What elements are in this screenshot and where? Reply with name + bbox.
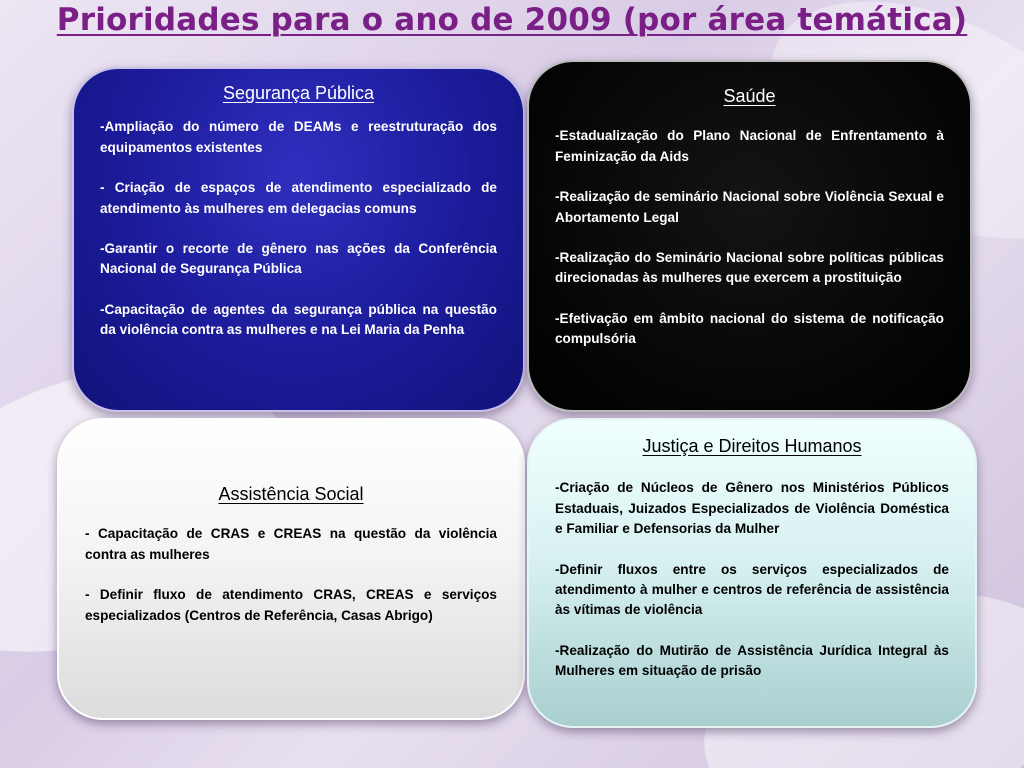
list-item: - Definir fluxo de atendimento CRAS, CREAS e serviços especializados (Centros de Referência, Casas Abrigo) <box>85 587 497 623</box>
panel-heading: Saúde <box>723 86 776 106</box>
list-item: -Garantir o recorte de gênero nas ações da Conferência Nacional de Segurança Pública <box>100 241 497 277</box>
panel-saude <box>527 60 972 412</box>
list-item: -Realização do Seminário Nacional sobre políticas públicas direcionadas às mulheres que exercem a prostituição <box>555 250 944 286</box>
slide-title: Prioridades para o ano de 2009 (por área temática) <box>56 2 968 38</box>
list-item: -Realização de seminário Nacional sobre Violência Sexual e Abortamento Legal <box>555 189 944 225</box>
list-item: -Criação de Núcleos de Gênero nos Ministérios Públicos Estaduais, Juizados Especializados de Violência Doméstica e Familiar e Defensorias da Mulher <box>555 480 949 537</box>
panel-heading: Justiça e Direitos Humanos <box>642 436 862 456</box>
list-item: -Capacitação de agentes da segurança pública na questão da violência contra as mulheres e na Lei Maria da Penha <box>100 301 497 338</box>
list-item: -Definir fluxos entre os serviços especializados de atendimento à mulher e centros de referência de assistência às vítimas de violência <box>555 561 949 618</box>
panel-seguranca-publica <box>72 67 525 412</box>
list-item: - Capacitação de CRAS e CREAS na questão da violência contra as mulheres <box>85 526 497 562</box>
panel-heading: Segurança Pública <box>222 83 375 103</box>
panel-justica-direitos-humanos <box>527 418 977 728</box>
panel-heading: Assistência Social <box>218 484 364 504</box>
panel-assistencia-social <box>57 418 525 720</box>
list-item: -Ampliação do número de DEAMs e reestruturação dos equipamentos existentes <box>100 119 497 155</box>
list-item: -Efetivação em âmbito nacional do sistema de notificação compulsória <box>555 310 944 347</box>
list-item: - Criação de espaços de atendimento especializado de atendimento às mulheres em delegacias comuns <box>100 180 497 216</box>
list-item: -Estadualização do Plano Nacional de Enfrentamento à Feminização da Aids <box>555 128 944 164</box>
list-item: -Realização do Mutirão de Assistência Jurídica Integral às Mulheres em situação de prisão <box>555 642 949 679</box>
